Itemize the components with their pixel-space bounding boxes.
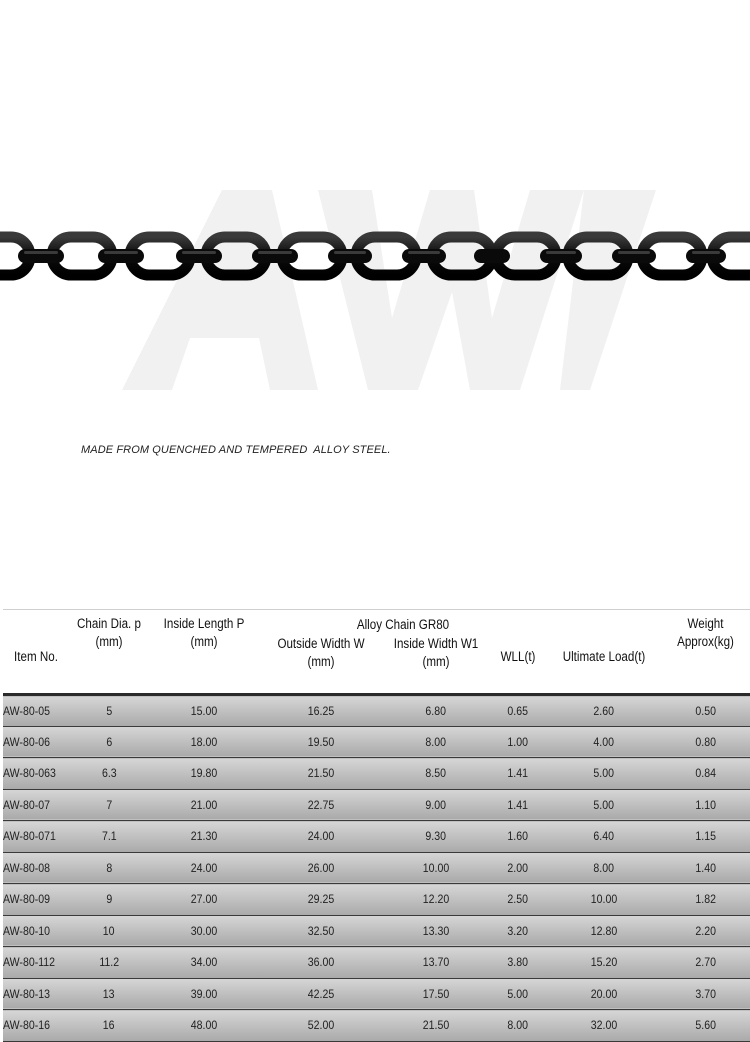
cell-weight: 1.15	[661, 821, 750, 853]
table-row	[3, 726, 750, 758]
cell-wll: 1.60	[489, 821, 547, 853]
table-row	[3, 852, 750, 884]
table-row	[3, 1010, 750, 1042]
cell-wll: 1.00	[489, 726, 547, 758]
cell-outside-width: 16.25	[259, 695, 383, 727]
cell-chain-dia: 7	[69, 789, 149, 821]
table-row	[3, 789, 750, 821]
cell-ultimate-load: 15.20	[547, 947, 661, 979]
cell-weight: 2.20	[661, 915, 750, 947]
cell-weight: 1.10	[661, 789, 750, 821]
cell-inside-width: 10.00	[383, 852, 489, 884]
cell-chain-dia: 10	[69, 915, 149, 947]
cell-chain-dia: 13	[69, 978, 149, 1010]
alloy-chain-illustration	[0, 0, 750, 420]
cell-outside-width: 42.25	[259, 978, 383, 1010]
cell-inside-width: 13.30	[383, 915, 489, 947]
cell-ultimate-load: 6.40	[547, 821, 661, 853]
cell-weight: 1.82	[661, 884, 750, 916]
cell-ultimate-load: 8.00	[547, 852, 661, 884]
cell-inside-width: 8.00	[383, 726, 489, 758]
cell-weight: 0.50	[661, 695, 750, 727]
cell-outside-width: 29.25	[259, 884, 383, 916]
cell-item-no: AW-80-13	[3, 978, 69, 1010]
cell-outside-width: 24.00	[259, 821, 383, 853]
cell-outside-width: 21.50	[259, 758, 383, 790]
cell-inside-length: 15.00	[149, 695, 259, 727]
cell-outside-width: 22.75	[259, 789, 383, 821]
cell-chain-dia: 8	[69, 852, 149, 884]
cell-inside-length: 30.00	[149, 915, 259, 947]
col-inside-width: Inside Width W1 (mm)	[393, 636, 479, 669]
cell-item-no: AW-80-09	[3, 884, 69, 916]
cell-item-no: AW-80-08	[3, 852, 69, 884]
cell-wll: 8.00	[489, 1010, 547, 1042]
cell-ultimate-load: 5.00	[547, 789, 661, 821]
cell-chain-dia: 6	[69, 726, 149, 758]
col-ultimate-load: Ultimate Load(t)	[562, 649, 646, 664]
cell-inside-length: 48.00	[149, 1010, 259, 1042]
group-header: Alloy Chain GR80	[356, 617, 450, 632]
cell-item-no: AW-80-10	[3, 915, 69, 947]
cell-item-no: AW-80-07	[3, 789, 69, 821]
cell-chain-dia: 16	[69, 1010, 149, 1042]
cell-ultimate-load: 20.00	[547, 978, 661, 1010]
cell-wll: 1.41	[489, 789, 547, 821]
cell-ultimate-load: 12.80	[547, 915, 661, 947]
table-row	[3, 758, 750, 790]
cell-inside-width: 21.50	[383, 1010, 489, 1042]
cell-item-no: AW-80-063	[3, 758, 69, 790]
cell-outside-width: 36.00	[259, 947, 383, 979]
cell-inside-length: 21.00	[149, 789, 259, 821]
cell-wll: 2.50	[489, 884, 547, 916]
cell-inside-length: 27.00	[149, 884, 259, 916]
spec-table-container	[3, 609, 750, 1042]
cell-chain-dia: 9	[69, 884, 149, 916]
cell-wll: 3.20	[489, 915, 547, 947]
cell-wll: 3.80	[489, 947, 547, 979]
col-outside-width: Outside Width W (mm)	[277, 636, 365, 669]
col-weight: Weight Approx(kg)	[677, 616, 734, 649]
cell-inside-length: 18.00	[149, 726, 259, 758]
cell-outside-width: 19.50	[259, 726, 383, 758]
cell-weight: 1.40	[661, 852, 750, 884]
cell-inside-width: 6.80	[383, 695, 489, 727]
cell-outside-width: 52.00	[259, 1010, 383, 1042]
cell-item-no: AW-80-16	[3, 1010, 69, 1042]
cell-ultimate-load: 10.00	[547, 884, 661, 916]
table-body	[3, 695, 750, 1042]
cell-weight: 5.60	[661, 1010, 750, 1042]
table-row	[3, 915, 750, 947]
table-row	[3, 978, 750, 1010]
cell-weight: 0.84	[661, 758, 750, 790]
cell-outside-width: 26.00	[259, 852, 383, 884]
table-header	[3, 610, 750, 695]
cell-item-no: AW-80-071	[3, 821, 69, 853]
cell-inside-length: 19.80	[149, 758, 259, 790]
cell-wll: 1.41	[489, 758, 547, 790]
cell-weight: 2.70	[661, 947, 750, 979]
col-wll: WLL(t)	[500, 649, 536, 664]
col-inside-length: Inside Length P (mm)	[163, 616, 245, 649]
table-row	[3, 821, 750, 853]
cell-chain-dia: 6.3	[69, 758, 149, 790]
cell-chain-dia: 5	[69, 695, 149, 727]
cell-outside-width: 32.50	[259, 915, 383, 947]
cell-chain-dia: 7.1	[69, 821, 149, 853]
cell-ultimate-load: 2.60	[547, 695, 661, 727]
table-row	[3, 947, 750, 979]
cell-ultimate-load: 5.00	[547, 758, 661, 790]
cell-inside-length: 34.00	[149, 947, 259, 979]
cell-ultimate-load: 32.00	[547, 1010, 661, 1042]
cell-inside-width: 8.50	[383, 758, 489, 790]
alloy-chain-spec-table	[3, 610, 750, 1042]
cell-inside-width: 13.70	[383, 947, 489, 979]
cell-weight: 3.70	[661, 978, 750, 1010]
cell-inside-length: 21.30	[149, 821, 259, 853]
cell-inside-length: 39.00	[149, 978, 259, 1010]
cell-inside-width: 12.20	[383, 884, 489, 916]
product-image	[0, 0, 750, 420]
table-row	[3, 695, 750, 727]
cell-inside-length: 24.00	[149, 852, 259, 884]
cell-inside-width: 17.50	[383, 978, 489, 1010]
cell-ultimate-load: 4.00	[547, 726, 661, 758]
material-caption: MADE FROM QUENCHED AND TEMPERED ALLOY STEEL.	[81, 444, 391, 456]
cell-wll: 0.65	[489, 695, 547, 727]
cell-inside-width: 9.00	[383, 789, 489, 821]
cell-item-no: AW-80-06	[3, 726, 69, 758]
cell-wll: 2.00	[489, 852, 547, 884]
cell-item-no: AW-80-05	[3, 695, 69, 727]
cell-inside-width: 9.30	[383, 821, 489, 853]
col-item-no: Item No.	[14, 649, 58, 664]
col-chain-dia: Chain Dia. p (mm)	[77, 616, 141, 649]
cell-item-no: AW-80-112	[3, 947, 69, 979]
table-row	[3, 884, 750, 916]
cell-wll: 5.00	[489, 978, 547, 1010]
cell-chain-dia: 11.2	[69, 947, 149, 979]
cell-weight: 0.80	[661, 726, 750, 758]
